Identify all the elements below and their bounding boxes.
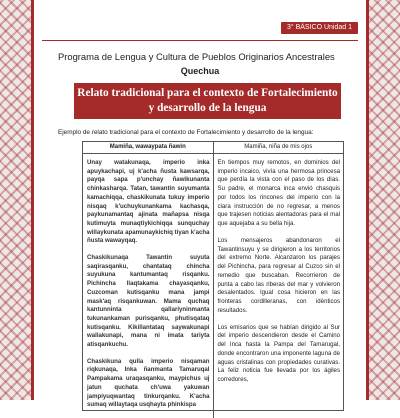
header-divider — [42, 40, 358, 41]
spanish-text-column — [214, 154, 344, 418]
left-decorative-band — [0, 0, 34, 400]
language-name: Quechua — [180, 66, 220, 76]
spanish-column-header: Mamiña, niña de mis ojos — [244, 144, 313, 150]
quechua-paragraph: Chaskikunaqa Tawantin suyuta saqirasqanku, chantataq chincha suyukuna kantumantaq risqanku. Pichincha llaqtakama chayasqanku, Cuzcoman kutisqanku mana jampi mask'aq risqankuwan. Mama quchaq kantunninta qallariyninmanta tukunankaman purisqanku, phutisqataq kutisqanku. Kikillantataq saywakunapi wallakunapi, mana ni imata tariyta atisqankuchu. — [87, 254, 210, 349]
spanish-paragraph: Los mensajeros abandonaron el Tawantinsuyu y se dirigieron a los territorios del extremo Norte. Alcanzaron los parajes del Pichincha, para regresar al Cuzco sin el remedio que buscaban. Recorrieron de punta a cabo las riberas del mar y volvieron desalentados. Igual cosa hicieron en las fronteras cordilleranas, con idénticos resultados. — [217, 237, 340, 314]
spanish-paragraph: En tiempos muy remotos, en dominios del imperio incaico, vivía una hermosa princesa que perdía la vista con el paso de los días. Su padre, el monarca inca envió chasquis por todos los rincones del imperio con la clara instrucción de no regresar, a menos que trajesen noticias alentadoras para el mal que aquejaba a su bella hija. — [217, 159, 340, 227]
quechua-paragraph: Unay watakunaqa, imperio inka apuykachapi, uj k'acha ñusta kawsarqa, payqa sapa p'unchay ñawikunanta chinkasharqa. Tatan, tawantin suyumanta kamachiqqa, chaskikunata tukuy imperio nisqaq k'uchuykunankama kachasqa, paykunamantaq ajinata mañapsa nisqa kutimuyta munaqtiykichiqqa sunquchay willaykunata apamunaykichiq tiyan k'acha ñusta wawayqaq. — [87, 159, 210, 245]
quechua-paragraph: Chaskikuna qulla imperio nisqaman riqkunaqa, Inka ñanmanta Tamaruqal Pampakama uraqasqanku, maypichus uj jatun quchata ch'uwa yakuwan jampiyuqwantaq tinkurqanku. K'acha sumaq willaytaqa usqhayta phinkispa — [87, 357, 210, 409]
quechua-column-header: Mamiña, wawaypata ñawin — [83, 142, 214, 153]
spanish-paragraph: Los emisarios que se habían dirigido al Sur del imperio descendieron desde el Camino del Inca hasta la Pampa del Tamarugal, donde encontraron una imponente laguna de aguas cristalinas con propiedades curativas. La feliz noticia fue llevada por los ágiles corredores, — [217, 323, 340, 383]
table-header-row — [83, 142, 343, 154]
grade-badge: 3° BÁSICO Unidad 1 — [281, 22, 358, 34]
story-title-banner: Relato tradicional para el contexto de Fortalecimiento y desarrollo de la lengua — [74, 83, 341, 119]
intro-text: Ejemplo de relato tradicional para el contexto de Fortalecimiento y desarrollo de la lengua: — [58, 129, 314, 136]
quechua-text-column — [83, 154, 214, 418]
program-title: Programa de Lengua y Cultura de Pueblos Originarios Ancestrales — [58, 51, 335, 62]
table-body — [83, 154, 343, 418]
right-decorative-band — [366, 0, 400, 400]
story-table — [82, 141, 344, 411]
